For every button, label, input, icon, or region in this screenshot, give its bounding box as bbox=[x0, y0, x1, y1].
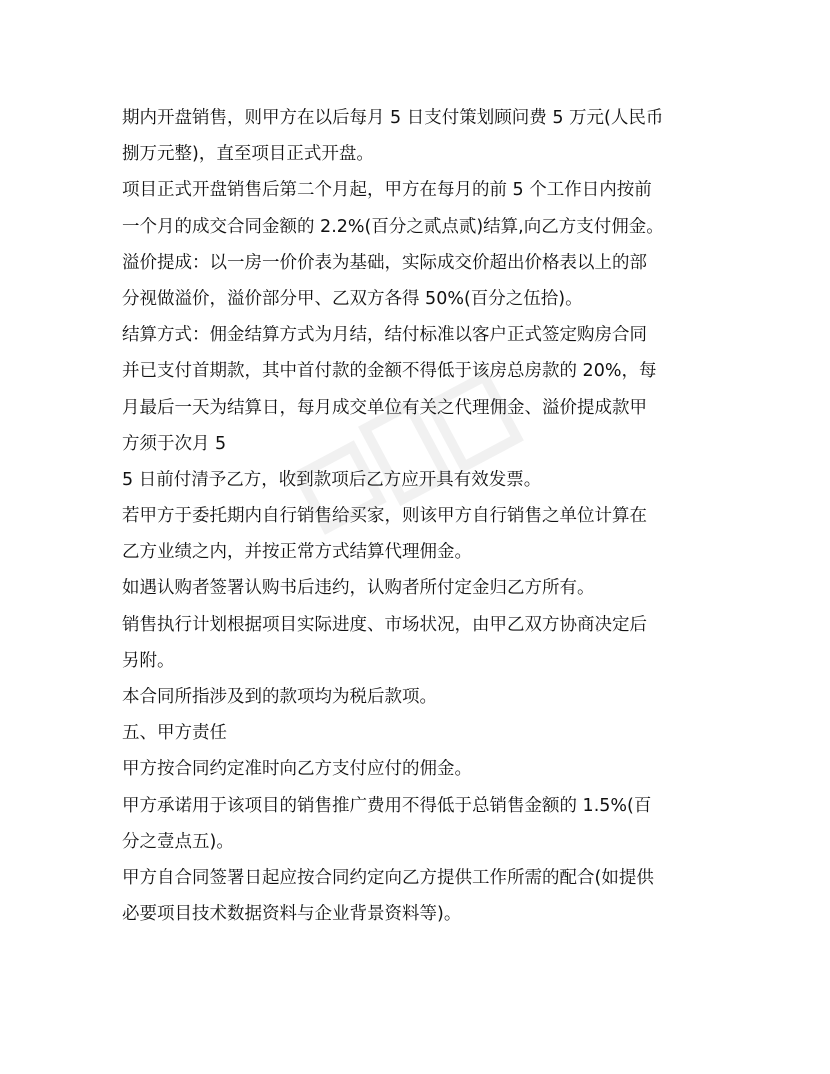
text-line: 分之壹点五)。 bbox=[122, 831, 234, 852]
text-line: 乙方业绩之内，并按正常方式结算代理佣金。 bbox=[122, 542, 472, 563]
text-line: 甲方自合同签署日起应按合同约定向乙方提供工作所需的配合(如提供 bbox=[122, 867, 654, 888]
text-line: 甲方按合同约定准时向乙方支付应付的佣金。 bbox=[122, 759, 472, 780]
text-line: 必要项目技术数据资料与企业背景资料等)。 bbox=[122, 904, 462, 925]
text-line: 项目正式开盘销售后第二个月起，甲方在每月的前 5 个工作日内按前 bbox=[122, 180, 652, 201]
text-line: 并已支付首期款，其中首付款的金额不得低于该房总房款的 20%，每 bbox=[122, 361, 657, 382]
text-line: 本合同所指涉及到的款项均为税后款项。 bbox=[122, 687, 437, 707]
text-line: 结算方式：佣金结算方式为月结，结付标准以客户正式签定购房合同 bbox=[122, 325, 647, 346]
text-line: 方须于次月 5 bbox=[122, 433, 227, 454]
text-line: 捌万元整)，直至项目正式开盘。 bbox=[122, 144, 374, 165]
text-line: 如遇认购者签署认购书后违约，认购者所付定金归乙方所有。 bbox=[122, 578, 595, 599]
document-body bbox=[122, 100, 708, 932]
text-line: 甲方承诺用于该项目的销售推广费用不得低于总销售金额的 1.5%(百 bbox=[122, 795, 652, 816]
section-heading: 五、甲方责任 bbox=[122, 723, 227, 744]
text-line: 一个月的成交合同金额的 2.2%(百分之贰点贰)结算,向乙方支付佣金。 bbox=[122, 216, 664, 237]
text-line: 溢价提成：以一房一价价表为基础，实际成交价超出价格表以上的部 bbox=[122, 252, 647, 273]
text-line: 分视做溢价，溢价部分甲、乙双方各得 50%(百分之伍拾)。 bbox=[122, 288, 583, 309]
text-line: 另附。 bbox=[122, 650, 175, 671]
text-line: 月最后一天为结算日，每月成交单位有关之代理佣金、溢价提成款甲 bbox=[122, 397, 647, 418]
text-line: 若甲方于委托期内自行销售给买家，则该甲方自行销售之单位计算在 bbox=[122, 506, 647, 527]
text-line: 期内开盘销售，则甲方在以后每月 5 日支付策划顾问费 5 万元(人民币 bbox=[122, 108, 664, 128]
text-line: 5 日前付清予乙方，收到款项后乙方应开具有效发票。 bbox=[122, 469, 542, 490]
text-line: 销售执行计划根据项目实际进度、市场状况，由甲乙双方协商决定后 bbox=[122, 614, 647, 635]
